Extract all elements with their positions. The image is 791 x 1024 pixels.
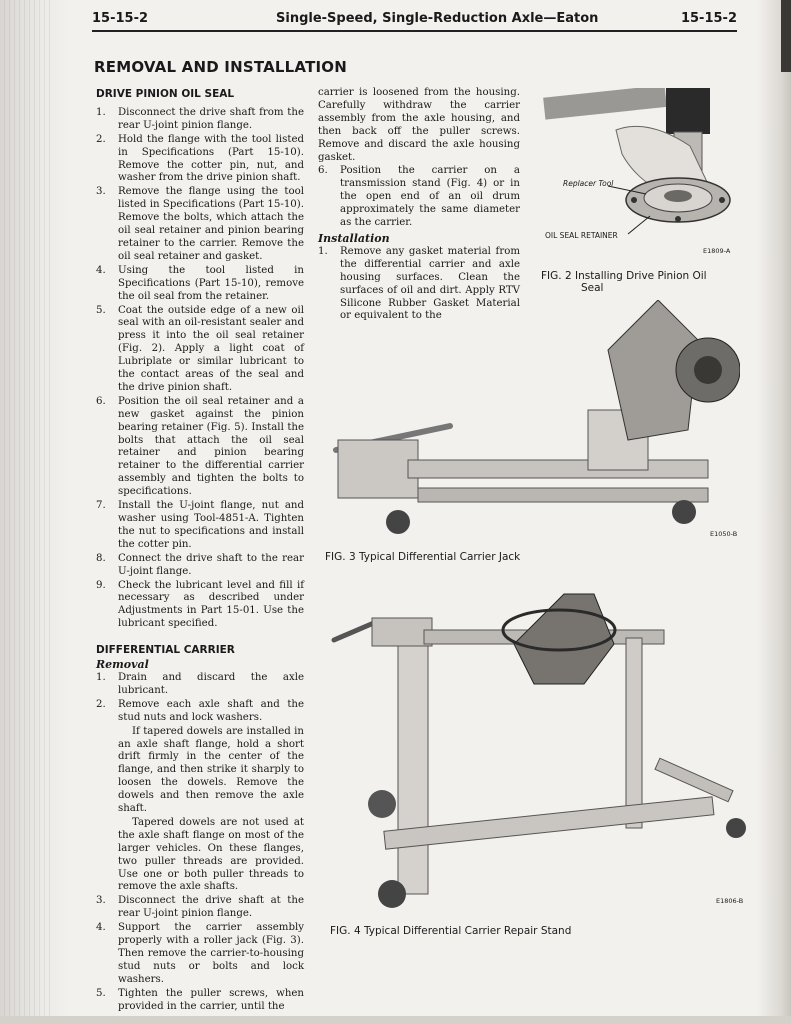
page-edges [4,0,54,1024]
label-oil-seal-retainer: OIL SEAL RETAINER [545,231,618,240]
stand-crank-handle [334,622,376,640]
caster-wheel [672,500,696,524]
fig2-illustration [538,88,738,240]
continued-text: carrier is loosened from the housing. Carefully withdraw the carrier assembly from the axle housing, and then back off the puller screws. Remove and discard the axle housing gasket. [318,87,520,163]
caster-wheel [386,510,410,534]
stand-wheel [726,818,746,838]
list-item: 9. Check the lubricant level and fill if necessary as described under Adjustments in Part 15-01. Use the lubricant specified. [96,579,304,630]
jack-frame-upper [408,460,708,478]
running-title: Single-Speed, Single-Reduction Axle—Eaton [276,11,599,26]
section-title: REMOVAL AND INSTALLATION [94,58,347,76]
list-item: 1. Drain and discard the axle lubricant. [96,671,304,696]
jack-frame-lower [418,488,708,502]
differential-steps-a [96,672,304,725]
fig3-illustration [328,300,740,536]
right-page-edge [757,0,791,1024]
text-column-1 [96,88,304,1015]
page-number-right: 15-15-2 [680,11,737,26]
list-item: 1. Disconnect the drive shaft from the rear U-joint pinion flange. [96,106,304,131]
removal-label: Removal [96,658,149,672]
bolt-hole [631,197,637,203]
installation-label: Installation [318,231,390,245]
list-item: 6. Position the carrier on a transmission stand (Fig. 4) or in the open end of an oil drum approximately the same diameter as the carrier. [318,165,520,229]
list-item: 6. Position the oil seal retainer and a new gasket against the pinion bearing retainer (Fig. 5). Install the bolts that attach the oil seal retainer and pinion bearing retainer to the differential carrier assembly and tighten the bolts to specifications. [96,395,304,498]
fig2-code: E1809-A [703,247,731,255]
header-rule [92,30,737,32]
list-item: 7. Install the U-joint flange, nut and washer using Tool-4851-A. Tighten the nut to specifications and install the cotter pin. [96,500,304,550]
bolt-hole [719,197,725,203]
fig4-caption: FIG. 4 Typical Differential Carrier Repair Stand [330,925,572,937]
list-item: 2. Remove each axle shaft and the stud nuts and lock washers. [96,698,304,723]
stand-wheel [378,880,406,908]
spacer [96,632,304,644]
differential-carrier [514,594,614,684]
page-header [92,8,737,30]
hydraulic-pump [338,440,418,498]
tool-handle [543,88,667,120]
list-item: 2. Hold the flange with the tool listed in Specifications (Part 15-10). Remove the cotter pin, nut, and washer from the drive pinion shaft. [96,133,304,184]
rear-support-post [626,638,642,828]
list-item: 1. Remove any gasket material from the differential carrier and axle housing surfaces. Clean the surfaces of oil and dirt. Apply RTV Silicone Rubber Gasket Material or equivalent to the [318,245,520,322]
base-leg [655,758,733,802]
label-replacer-tool: Replacer Tool [563,179,614,188]
fig4-illustration [324,574,750,914]
leader-line-retainer [628,216,650,234]
fig3-caption: FIG. 3 Typical Differential Carrier Jack [325,551,521,563]
list-item: 4. Support the carrier assembly properly with a roller jack (Fig. 3). Then remove the carrier-to-housing stud nuts or bolts and lock washers. [96,922,304,985]
fig2-caption: FIG. 2 Installing Drive Pinion Oil Seal [541,270,707,294]
hammer-head [666,88,710,134]
fig3-code: E1050-B [710,530,738,538]
paragraph-puller-threads: Tapered dowels are not used at the axle shaft flange on most of the larger vehicles. On these flanges, two puller threads are provided. Use one or both puller threads to remove the axle shafts. [118,816,304,893]
bottom-edge [0,1016,791,1024]
carrier-bore [694,356,722,384]
bolt-hole [675,216,681,222]
list-item: 3. Disconnect the drive shaft at the rear U-joint pinion flange. [96,895,304,920]
text-column-2 [318,87,520,324]
drive-pinion-steps [96,107,304,631]
list-item: 5. Coat the outside edge of a new oil seal with an oil-resistant sealer and press it into the oil seal retainer (Fig. 2). Apply a light coat of Lubriplate or similar lubricant to the contact areas of the seal and the drive pinion shaft. [96,304,304,393]
stand-upright-column [398,624,428,894]
list-item: 4. Using the tool listed in Specifications (Part 15-10), remove the oil seal from the retainer. [96,264,304,302]
stand-wheel [368,790,396,818]
list-item: 8. Connect the drive shaft to the rear U-joint flange. [96,552,304,577]
differential-steps-b [96,895,304,1013]
drive-pinion-heading: DRIVE PINION OIL SEAL [96,88,235,100]
column2-step-6 [318,165,520,230]
paragraph-tapered-dowels: If tapered dowels are installed in an axle shaft flange, hold a short drift firmly in the center of the flange, and then strike it sharply to loosen the dowels. Remove the dowels and then remove the axle shaft. [118,725,304,815]
right-corner-shadow [781,0,791,72]
differential-heading: DIFFERENTIAL CARRIER [96,644,235,657]
list-item: 3. Remove the flange using the tool listed in Specifications (Part 15-10). Remove the bolts, which attach the oil seal retainer and pinion bearing retainer to the carrier. Remove the oil seal retainer and gasket. [96,186,304,262]
column-head [372,618,432,646]
seal-bore [664,190,692,202]
fig4-code: E1806-B [716,897,744,905]
list-item: 5. Tighten the puller screws, when provided in the carrier, until the [96,987,304,1012]
stand-base-rail [384,797,714,849]
page-number-left: 15-15-2 [92,11,149,26]
